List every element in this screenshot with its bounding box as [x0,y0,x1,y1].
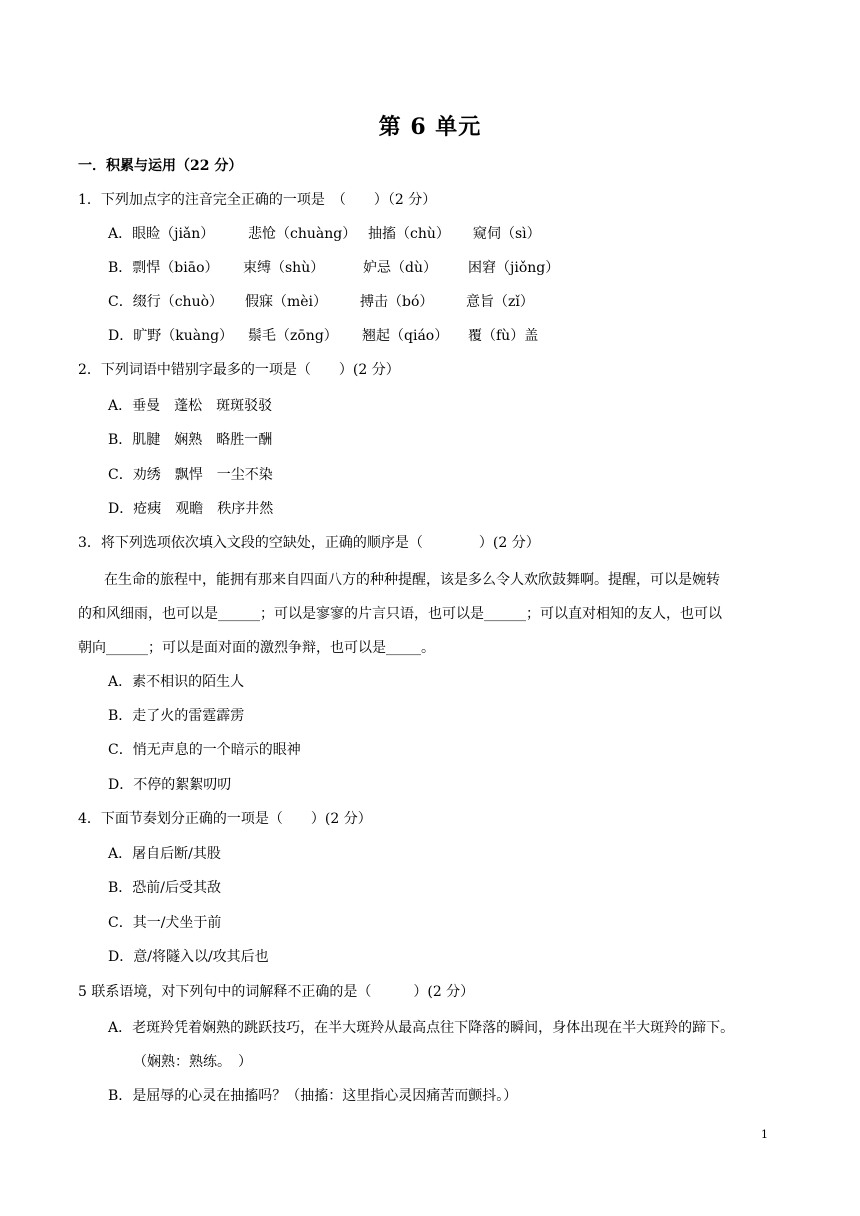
option-c-item-1: C．缀行（chuò） [108,294,224,310]
option-a-item-3: 抽搐（chù） [368,226,450,242]
question-5-option-a: A．老斑羚凭着娴熟的跳跃技巧，在半大斑羚从最高点往下降落的瞬间，身体出现在半大斑羚的蹄下。 [108,1020,735,1036]
option-b-item-3: 妒忌（dù） [363,260,437,276]
option-a-item-1: A．眼睑（jiǎn） [108,226,215,242]
option-c-item-4: 意旨（zǐ） [466,294,534,310]
option-c-item-3: 搏击（bó） [360,294,434,310]
page-title: 第 6 单元 [378,114,482,140]
option-b-item-1: B．剽悍（biāo） [108,260,219,276]
question-2-option-d: D．疮痍 观瞻 秩序井然 [108,501,274,517]
question-3-passage-line-1: 在生命的旅程中，能拥有那来自四面八方的种种提醒，该是多么令人欢欣鼓舞啊。提醒，可以是婉转 [104,572,720,588]
option-d-item-2: 鬃毛（zōng） [248,328,338,344]
question-3-stem: 3．将下列选项依次填入文段的空缺处，正确的顺序是（ ）(2 分） [78,535,540,551]
option-b-item-4: 困窘（jiǒng） [468,260,560,276]
question-1-stem: 1．下列加点字的注音完全正确的一项是 （ ）（2 分） [78,192,437,208]
question-4-option-a: A．屠自后断/其股 [108,846,221,862]
option-a-item-2: 悲怆（chuàng） [248,226,357,242]
question-4-option-b: B．恐前/后受其敌 [108,880,222,896]
question-3-option-c: C．悄无声息的一个暗示的眼神 [108,742,301,758]
option-d-item-3: 翘起（qiáo） [362,328,449,344]
question-3-passage-line-3: 朝向______；可以是面对面的激烈争辩，也可以是_____。 [78,640,435,656]
question-3-option-d: D．不停的絮絮叨叨 [108,777,232,793]
question-4-option-c: C．其一/犬坐于前 [108,915,222,931]
question-3-option-b: B．走了火的雷霆霹雳 [108,708,245,724]
option-a-item-4: 窥伺（sì） [473,226,541,242]
option-b-item-2: 束缚（shù） [243,260,325,276]
option-d-item-1: D．旷野（kuàng） [108,328,234,344]
question-2-option-c: C．劝绣 飘悍 一尘不染 [108,467,273,483]
question-5-stem: 5 联系语境，对下列句中的词解释不正确的是（ ）(2 分） [78,984,475,1000]
question-5-option-b: B．是屈辱的心灵在抽搐吗？（抽搐：这里指心灵因痛苦而颤抖。） [108,1088,518,1104]
question-4-stem: 4．下面节奏划分正确的一项是（ ）(2 分） [78,811,372,827]
question-4-option-d: D．意/将隧入以/攻其后也 [108,949,269,965]
question-2-option-b: B．肌腱 娴熟 略胜一酬 [108,432,273,448]
section-header: 一．积累与运用（22 分） [78,158,243,174]
option-c-item-2: 假寐（mèi） [245,294,328,310]
question-5-option-a-note: （娴熟：熟练。 ） [133,1054,252,1070]
question-2-stem: 2．下列词语中错别字最多的一项是（ ）(2 分） [78,362,400,378]
question-3-passage-line-2: 的和风细雨，也可以是______；可以是寥寥的片言只语，也可以是______；可以直对相知的友人，也可以 [78,606,722,622]
option-d-item-4: 覆（fù）盖 [468,328,539,344]
question-3-option-a: A．素不相识的陌生人 [108,674,245,690]
question-2-option-a: A．垂曼 蓬松 斑斑驳驳 [108,398,273,414]
page-number: 1 [761,1128,768,1141]
